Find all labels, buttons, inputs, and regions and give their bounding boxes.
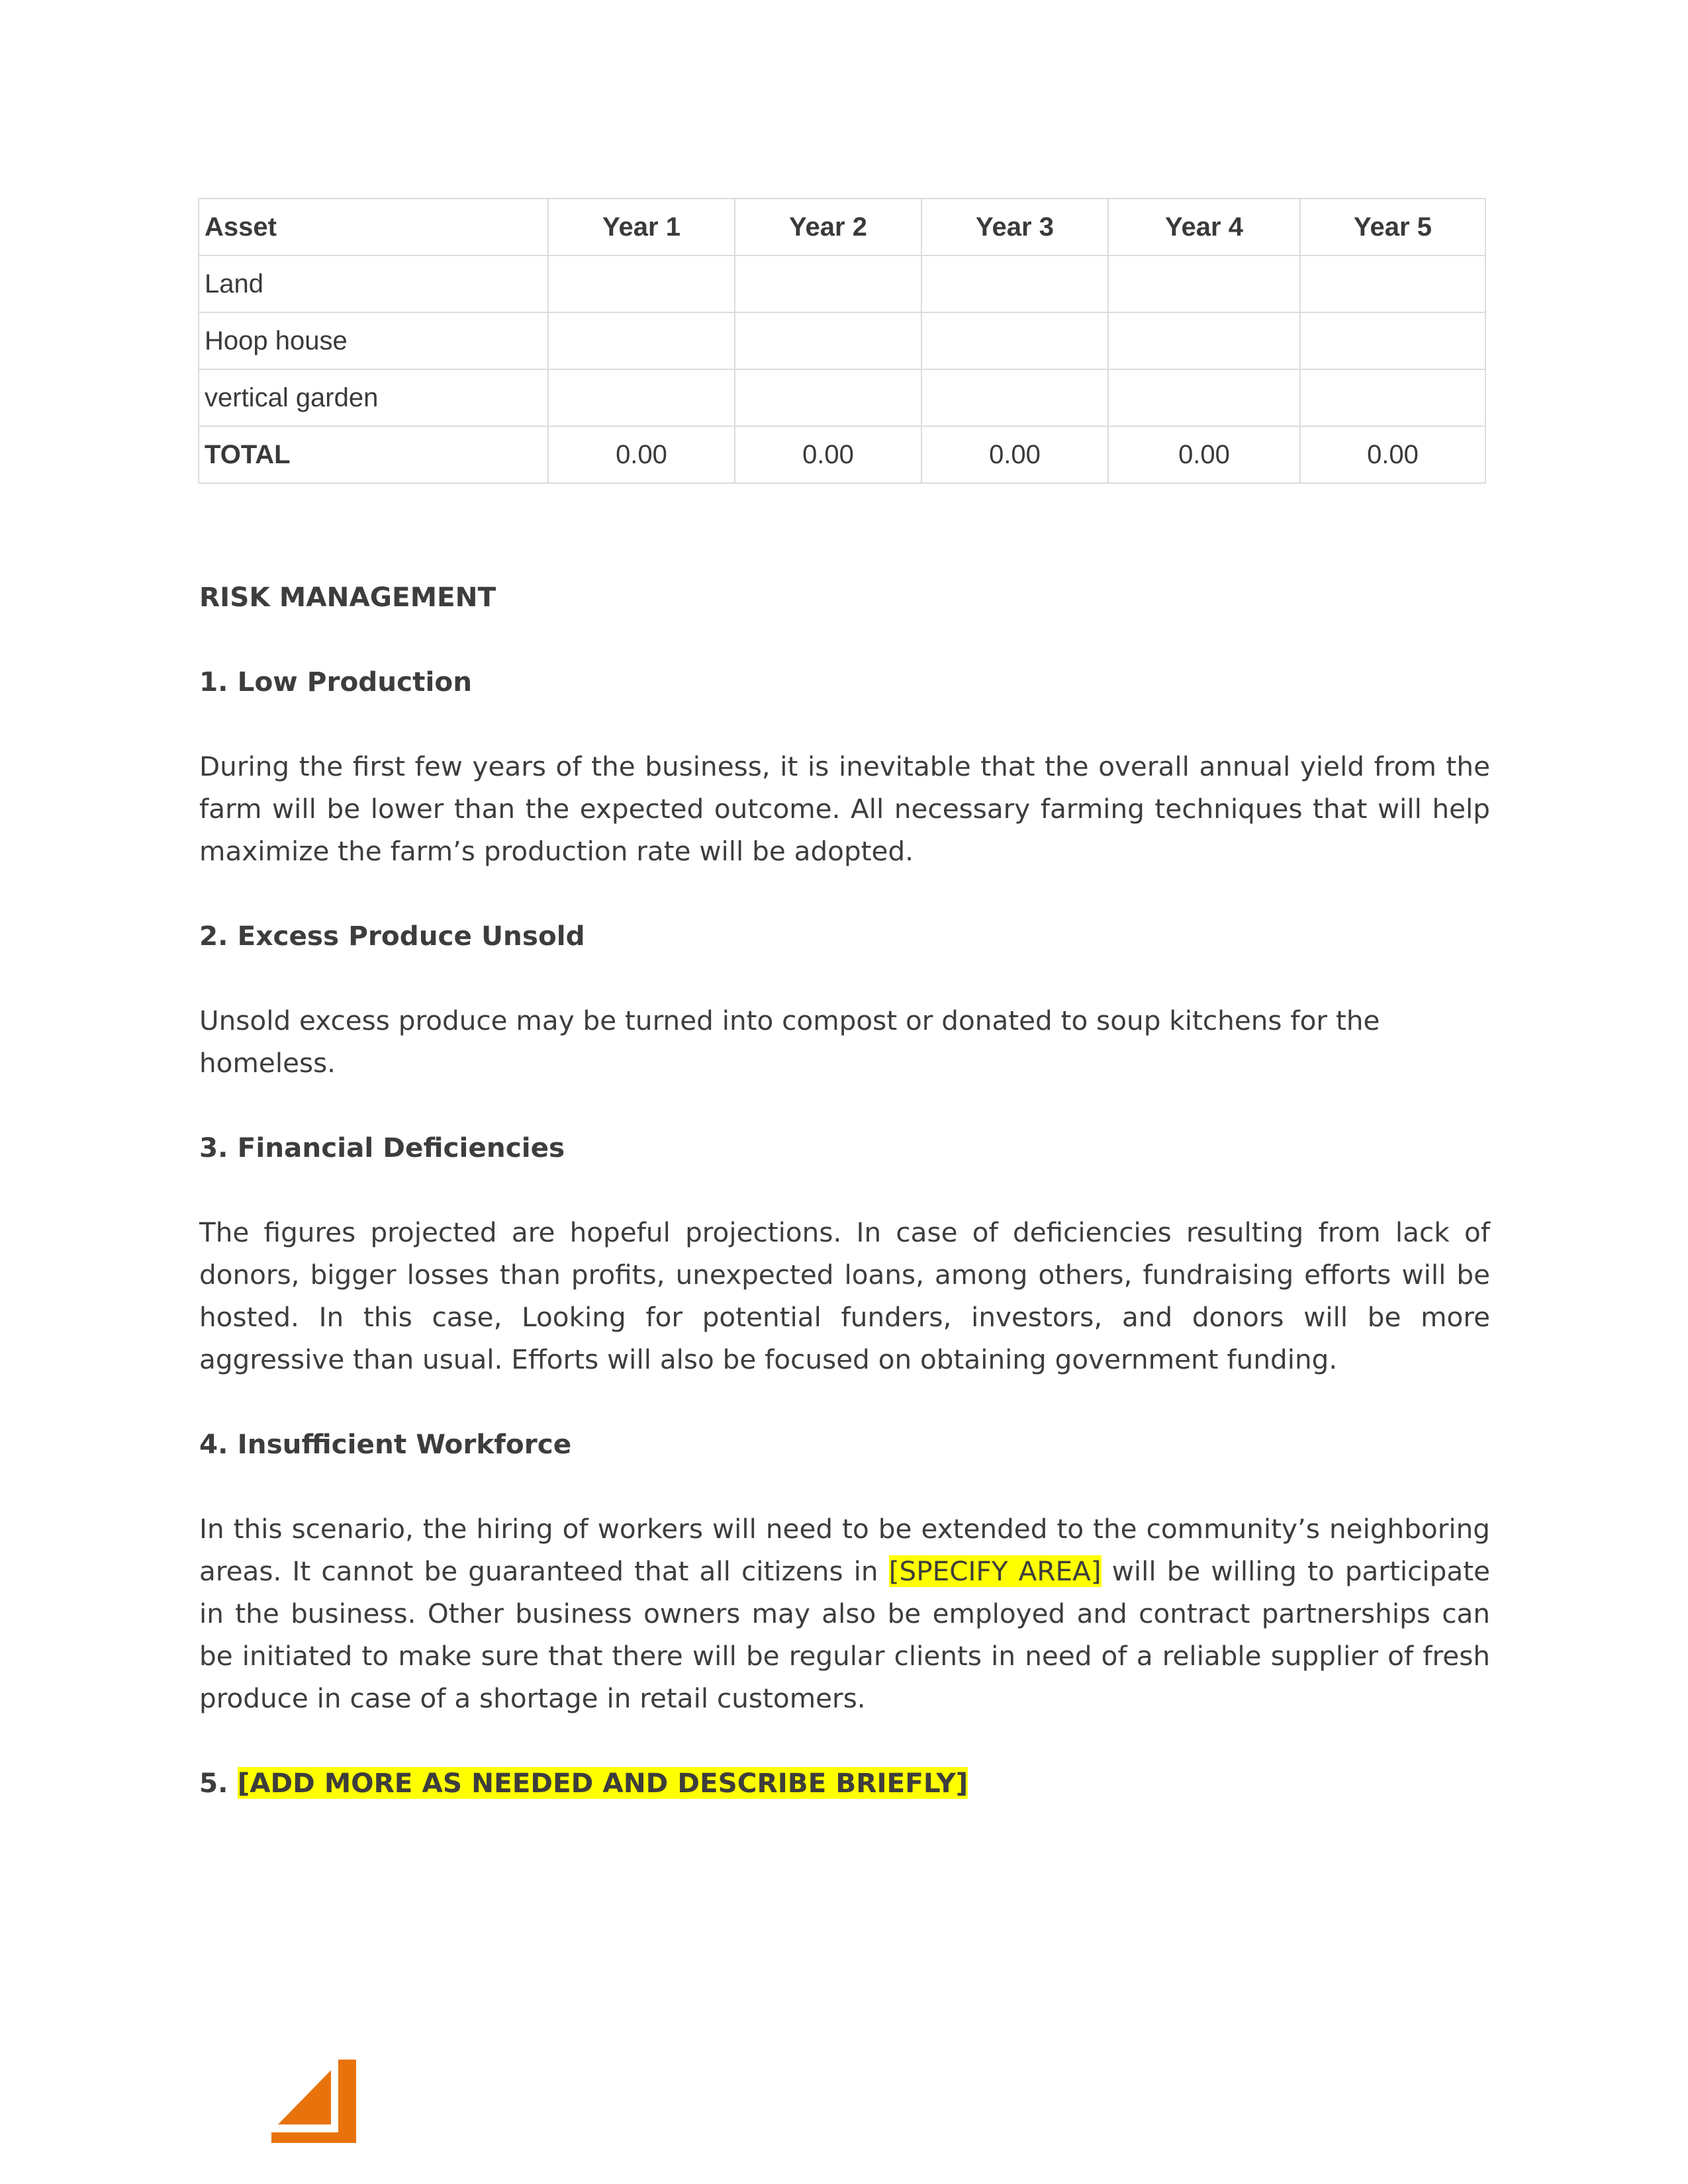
risk-heading-add-more: [199, 1762, 1490, 1804]
total-year-3: 0.00: [921, 426, 1108, 483]
table-cell: [1300, 369, 1485, 426]
risk-body-low-production: During the first few years of the business, it is inevitable that the overall annual yield from the farm will be lower than the expected outcome. All necessary farming techniques that will help maximize the farm’s production rate will be adopted.: [199, 751, 1490, 867]
row-label-land: Land: [199, 255, 548, 312]
asset-table: [198, 198, 1486, 484]
total-row: [199, 426, 1485, 483]
risk-body-insufficient-workforce: [199, 1508, 1490, 1719]
table-cell: [735, 312, 921, 369]
row-label-vertical-garden: vertical garden: [199, 369, 548, 426]
header-year-2: Year 2: [735, 199, 921, 255]
table-cell: [1108, 255, 1300, 312]
table-header-row: [199, 199, 1485, 255]
risk-heading-insufficient-workforce: 4. Insufficient Workforce: [199, 1428, 572, 1460]
table-row: [199, 312, 1485, 369]
total-year-5: 0.00: [1300, 426, 1485, 483]
table-cell: [548, 255, 735, 312]
table-cell: [921, 369, 1108, 426]
total-year-1: 0.00: [548, 426, 735, 483]
total-year-2: 0.00: [735, 426, 921, 483]
section-title: RISK MANAGEMENT: [199, 581, 496, 613]
table-row: [199, 369, 1485, 426]
table-cell: [921, 255, 1108, 312]
risk-heading-financial-deficiencies: 3. Financial Deficiencies: [199, 1132, 565, 1163]
orange-triangle-logo-icon: [271, 2060, 356, 2143]
workforce-text-before: In this scenario, the hiring of workers will need to be extended to the community’s neighboring areas. It cannot be guaranteed that all citizens in: [199, 1513, 1490, 1587]
table-cell: [735, 255, 921, 312]
table-cell: [1108, 369, 1300, 426]
table-row: [199, 255, 1485, 312]
header-year-4: Year 4: [1108, 199, 1300, 255]
specify-area-placeholder: [SPECIFY AREA]: [888, 1555, 1102, 1587]
table-cell: [735, 369, 921, 426]
risk-heading-excess-produce: 2. Excess Produce Unsold: [199, 920, 585, 952]
total-year-4: 0.00: [1108, 426, 1300, 483]
table-cell: [548, 369, 735, 426]
row-label-total: TOTAL: [199, 426, 548, 483]
risk-body-excess-produce: Unsold excess produce may be turned into compost or donated to soup kitchens for the homeless.: [199, 1005, 1380, 1079]
table-cell: [548, 312, 735, 369]
table-cell: [1300, 312, 1485, 369]
header-year-5: Year 5: [1300, 199, 1485, 255]
header-asset: Asset: [199, 199, 548, 255]
header-year-3: Year 3: [921, 199, 1108, 255]
risk-body-financial-deficiencies: The figures projected are hopeful projections. In case of deficiencies resulting from lack of donors, bigger losses than profits, unexpected loans, among others, fundraising efforts will be hosted. In this case, Looking for potential funders, investors, and donors will be more aggressive than usual. Efforts will also be focused on obtaining government funding.: [199, 1216, 1490, 1375]
table-cell: [1300, 255, 1485, 312]
risk-heading-number: 5.: [199, 1767, 228, 1799]
risk-heading-low-production: 1. Low Production: [199, 666, 473, 698]
risk-management-section: [199, 576, 1490, 1846]
table-cell: [1108, 312, 1300, 369]
header-year-1: Year 1: [548, 199, 735, 255]
add-more-placeholder: [ADD MORE AS NEEDED AND DESCRIBE BRIEFLY]: [237, 1767, 968, 1799]
table-cell: [921, 312, 1108, 369]
row-label-hoop-house: Hoop house: [199, 312, 548, 369]
workforce-text-after: will be willing to participate in the business. Other business owners may also be employed and contract partnerships can be initiated to make sure that there will be regular clients in need of a reliable supplier of fresh produce in case of a shortage in retail customers.: [199, 1555, 1490, 1714]
